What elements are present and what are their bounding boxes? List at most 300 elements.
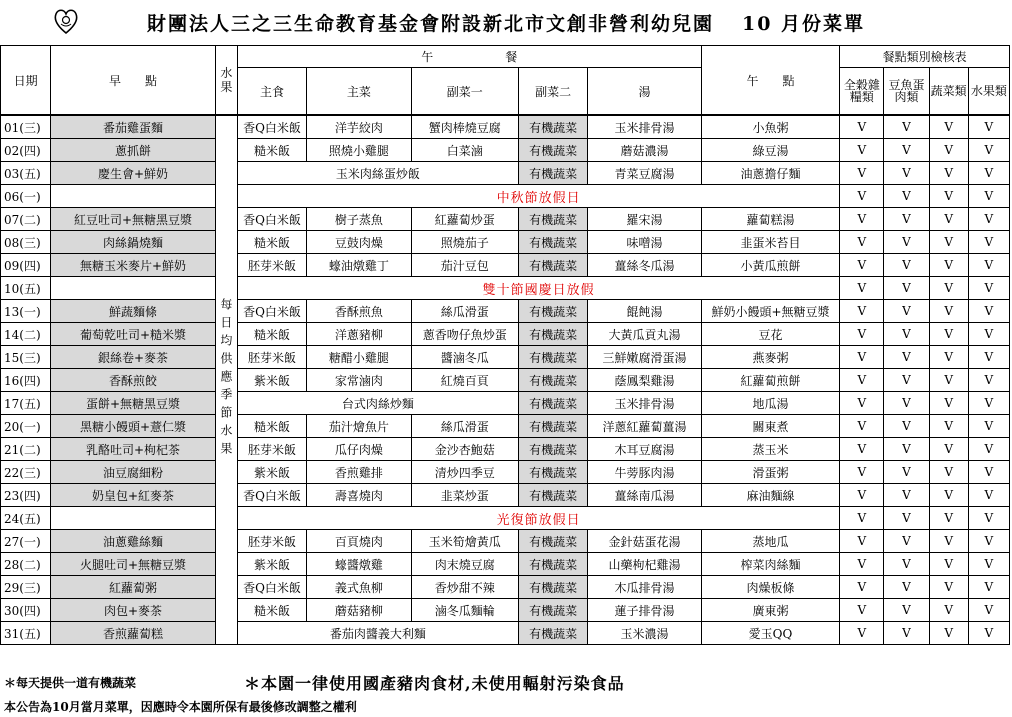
row-date: 13(一)	[1, 300, 51, 323]
row-soup: 薑絲南瓜湯	[588, 484, 702, 507]
header-breakfast: 早 點	[51, 46, 216, 116]
check-protein: V	[884, 323, 929, 346]
row-snack: 韭蛋米苔目	[701, 231, 840, 254]
check-protein: V	[884, 530, 929, 553]
row-side2: 有機蔬菜	[518, 576, 587, 599]
header-soup: 湯	[588, 68, 702, 116]
row-snack: 關東煮	[701, 415, 840, 438]
check-veg: V	[929, 576, 968, 599]
row-breakfast: 油豆腐細粉	[51, 461, 216, 484]
table-row	[1, 139, 1010, 162]
table-row	[1, 507, 1010, 530]
check-fruit: V	[968, 300, 1009, 323]
row-date: 31(五)	[1, 622, 51, 645]
check-grain: V	[840, 599, 884, 622]
row-soup: 木瓜排骨湯	[588, 576, 702, 599]
check-grain: V	[840, 300, 884, 323]
row-date: 20(一)	[1, 415, 51, 438]
row-soup: 玉米濃湯	[588, 622, 702, 645]
check-fruit: V	[968, 599, 1009, 622]
table-row	[1, 277, 1010, 300]
row-main: 糖醋小雞腿	[307, 346, 411, 369]
row-staple: 香Q白米飯	[237, 208, 306, 231]
row-soup: 餛飩湯	[588, 300, 702, 323]
row-breakfast: 紅蘿蔔粥	[51, 576, 216, 599]
check-protein: V	[884, 622, 929, 645]
row-main: 義式魚柳	[307, 576, 411, 599]
holiday-label: 中秋節放假日	[237, 185, 839, 208]
check-protein: V	[884, 254, 929, 277]
row-snack: 蒸玉米	[701, 438, 840, 461]
row-main: 蘑菇豬柳	[307, 599, 411, 622]
row-soup: 玉米排骨湯	[588, 392, 702, 415]
check-grain: V	[840, 553, 884, 576]
check-fruit: V	[968, 346, 1009, 369]
table-row	[1, 346, 1010, 369]
row-date: 28(二)	[1, 553, 51, 576]
check-fruit: V	[968, 254, 1009, 277]
row-side1: 照燒茄子	[411, 231, 518, 254]
row-snack: 肉燥板條	[701, 576, 840, 599]
row-main: 蠔油燉雞丁	[307, 254, 411, 277]
check-fruit: V	[968, 507, 1009, 530]
row-snack: 燕麥粥	[701, 346, 840, 369]
table-row	[1, 530, 1010, 553]
row-main: 壽喜燒肉	[307, 484, 411, 507]
row-staple: 胚芽米飯	[237, 530, 306, 553]
row-soup: 三鮮嫩腐滑蛋湯	[588, 346, 702, 369]
row-side1: 韭菜炒蛋	[411, 484, 518, 507]
table-row	[1, 115, 1010, 139]
row-date: 07(二)	[1, 208, 51, 231]
row-merged-meal: 玉米肉絲蛋炒飯	[237, 162, 518, 185]
row-side1: 絲瓜滑蛋	[411, 300, 518, 323]
row-date: 30(四)	[1, 599, 51, 622]
row-main: 家常滷肉	[307, 369, 411, 392]
row-snack: 油蔥擔仔麵	[701, 162, 840, 185]
row-side2: 有機蔬菜	[518, 300, 587, 323]
footer-notes	[0, 670, 1012, 694]
check-protein: V	[884, 599, 929, 622]
heart-logo-icon	[52, 6, 80, 36]
check-protein: V	[884, 277, 929, 300]
row-staple: 香Q白米飯	[237, 300, 306, 323]
check-fruit: V	[968, 576, 1009, 599]
row-staple: 紫米飯	[237, 369, 306, 392]
row-staple: 糙米飯	[237, 139, 306, 162]
check-grain: V	[840, 323, 884, 346]
check-protein: V	[884, 392, 929, 415]
menu-body	[1, 115, 1010, 645]
row-side2: 有機蔬菜	[518, 254, 587, 277]
check-fruit: V	[968, 530, 1009, 553]
page-title	[147, 9, 865, 36]
header-lunch: 午 餐	[237, 46, 701, 68]
header-snack: 午 點	[701, 46, 840, 116]
row-date: 06(一)	[1, 185, 51, 208]
check-grain: V	[840, 438, 884, 461]
row-main: 蠔醬燉雞	[307, 553, 411, 576]
row-breakfast	[51, 185, 216, 208]
row-date: 08(三)	[1, 231, 51, 254]
row-side2: 有機蔬菜	[518, 392, 587, 415]
row-side1: 香炒甜不辣	[411, 576, 518, 599]
row-side2: 有機蔬菜	[518, 461, 587, 484]
holiday-label: 光復節放假日	[237, 507, 839, 530]
header-side1: 副菜一	[411, 68, 518, 116]
row-breakfast: 肉包+麥茶	[51, 599, 216, 622]
header-date: 日期	[1, 46, 51, 116]
check-veg: V	[929, 530, 968, 553]
row-date: 09(四)	[1, 254, 51, 277]
row-soup: 木耳豆腐湯	[588, 438, 702, 461]
row-side1: 玉米筍燴黃瓜	[411, 530, 518, 553]
check-grain: V	[840, 115, 884, 139]
check-fruit: V	[968, 231, 1009, 254]
row-side1: 蔥香吻仔魚炒蛋	[411, 323, 518, 346]
row-breakfast	[51, 277, 216, 300]
row-breakfast: 蔥抓餅	[51, 139, 216, 162]
check-veg: V	[929, 231, 968, 254]
check-veg: V	[929, 346, 968, 369]
check-veg: V	[929, 599, 968, 622]
check-veg: V	[929, 300, 968, 323]
row-side2: 有機蔬菜	[518, 530, 587, 553]
row-snack: 豆花	[701, 323, 840, 346]
row-staple: 糙米飯	[237, 599, 306, 622]
row-main: 瓜仔肉燥	[307, 438, 411, 461]
row-soup: 味噌湯	[588, 231, 702, 254]
row-side1: 滷冬瓜麵輪	[411, 599, 518, 622]
check-fruit: V	[968, 277, 1009, 300]
row-date: 29(三)	[1, 576, 51, 599]
check-protein: V	[884, 300, 929, 323]
check-veg: V	[929, 115, 968, 139]
check-veg: V	[929, 484, 968, 507]
header-check-protein: 豆魚蛋肉類	[884, 68, 929, 116]
check-fruit: V	[968, 115, 1009, 139]
row-side2: 有機蔬菜	[518, 231, 587, 254]
check-fruit: V	[968, 323, 1009, 346]
check-veg: V	[929, 461, 968, 484]
row-snack: 綠豆湯	[701, 139, 840, 162]
check-grain: V	[840, 530, 884, 553]
row-date: 03(五)	[1, 162, 51, 185]
row-date: 15(三)	[1, 346, 51, 369]
check-grain: V	[840, 254, 884, 277]
row-staple: 胚芽米飯	[237, 346, 306, 369]
header-side2: 副菜二	[518, 68, 587, 116]
row-breakfast: 銀絲卷+麥茶	[51, 346, 216, 369]
table-row	[1, 415, 1010, 438]
check-grain: V	[840, 415, 884, 438]
row-side2: 有機蔬菜	[518, 553, 587, 576]
header-check: 餐點類別檢核表	[840, 46, 1010, 68]
row-soup: 洋蔥紅蘿蔔薑湯	[588, 415, 702, 438]
check-grain: V	[840, 162, 884, 185]
check-fruit: V	[968, 369, 1009, 392]
row-side1: 清炒四季豆	[411, 461, 518, 484]
row-soup: 玉米排骨湯	[588, 115, 702, 139]
check-fruit: V	[968, 392, 1009, 415]
row-main: 香酥煎魚	[307, 300, 411, 323]
check-fruit: V	[968, 415, 1009, 438]
check-fruit: V	[968, 484, 1009, 507]
header-fruit: 水果	[215, 46, 237, 116]
row-snack: 滑蛋粥	[701, 461, 840, 484]
row-side2: 有機蔬菜	[518, 162, 587, 185]
row-main: 照燒小雞腿	[307, 139, 411, 162]
check-grain: V	[840, 484, 884, 507]
row-side2: 有機蔬菜	[518, 139, 587, 162]
row-date: 21(二)	[1, 438, 51, 461]
check-protein: V	[884, 438, 929, 461]
check-veg: V	[929, 139, 968, 162]
row-merged-meal: 番茄肉醬義大利麵	[237, 622, 518, 645]
row-snack: 地瓜湯	[701, 392, 840, 415]
row-side2: 有機蔬菜	[518, 115, 587, 139]
pork-note: ＊本園一律使用國產豬肉食材,未使用輻射污染食品	[244, 674, 625, 693]
check-veg: V	[929, 622, 968, 645]
check-veg: V	[929, 323, 968, 346]
check-veg: V	[929, 415, 968, 438]
check-grain: V	[840, 392, 884, 415]
menu-table	[0, 45, 1010, 645]
row-soup: 青菜豆腐湯	[588, 162, 702, 185]
row-side2: 有機蔬菜	[518, 484, 587, 507]
row-snack: 廣東粥	[701, 599, 840, 622]
row-soup: 大黃瓜貢丸湯	[588, 323, 702, 346]
row-date: 22(三)	[1, 461, 51, 484]
check-grain: V	[840, 185, 884, 208]
check-fruit: V	[968, 162, 1009, 185]
row-soup: 蓮子排骨湯	[588, 599, 702, 622]
row-snack: 麻油麵線	[701, 484, 840, 507]
organic-note: ＊每天提供一道有機蔬菜	[4, 676, 137, 690]
row-staple: 糙米飯	[237, 231, 306, 254]
check-protein: V	[884, 231, 929, 254]
check-grain: V	[840, 277, 884, 300]
row-staple: 香Q白米飯	[237, 576, 306, 599]
row-breakfast: 紅豆吐司+無糖黑豆漿	[51, 208, 216, 231]
row-main: 樹子蒸魚	[307, 208, 411, 231]
row-date: 16(四)	[1, 369, 51, 392]
row-side1: 絲瓜滑蛋	[411, 415, 518, 438]
check-protein: V	[884, 162, 929, 185]
check-fruit: V	[968, 139, 1009, 162]
row-side1: 金沙杏鮑菇	[411, 438, 518, 461]
row-soup: 羅宋湯	[588, 208, 702, 231]
check-grain: V	[840, 622, 884, 645]
check-fruit: V	[968, 208, 1009, 231]
check-grain: V	[840, 139, 884, 162]
table-row	[1, 323, 1010, 346]
table-row	[1, 576, 1010, 599]
row-side2: 有機蔬菜	[518, 622, 587, 645]
row-side2: 有機蔬菜	[518, 369, 587, 392]
row-staple: 紫米飯	[237, 553, 306, 576]
row-breakfast: 黑糖小饅頭+薏仁漿	[51, 415, 216, 438]
fruit-note-text: 每日均供應季節水果	[218, 297, 233, 460]
row-breakfast: 香酥煎餃	[51, 369, 216, 392]
row-date: 27(一)	[1, 530, 51, 553]
row-date: 02(四)	[1, 139, 51, 162]
row-breakfast: 奶皇包+紅麥茶	[51, 484, 216, 507]
check-fruit: V	[968, 461, 1009, 484]
check-veg: V	[929, 277, 968, 300]
row-snack: 蘿蔔糕湯	[701, 208, 840, 231]
row-breakfast: 肉絲鍋燒麵	[51, 231, 216, 254]
row-staple: 胚芽米飯	[237, 438, 306, 461]
row-date: 24(五)	[1, 507, 51, 530]
check-veg: V	[929, 185, 968, 208]
check-veg: V	[929, 553, 968, 576]
row-staple: 香Q白米飯	[237, 484, 306, 507]
header-check-fruit: 水果類	[968, 68, 1009, 116]
check-protein: V	[884, 346, 929, 369]
row-soup: 蔭鳳梨雞湯	[588, 369, 702, 392]
row-snack: 鮮奶小饅頭+無糖豆漿	[701, 300, 840, 323]
title-bar	[0, 0, 1012, 45]
check-veg: V	[929, 507, 968, 530]
row-snack: 蒸地瓜	[701, 530, 840, 553]
row-main: 洋蔥豬柳	[307, 323, 411, 346]
table-row	[1, 254, 1010, 277]
row-merged-meal: 台式肉絲炒麵	[237, 392, 518, 415]
row-date: 17(五)	[1, 392, 51, 415]
row-staple: 紫米飯	[237, 461, 306, 484]
check-protein: V	[884, 553, 929, 576]
check-grain: V	[840, 576, 884, 599]
row-breakfast: 無糖玉米麥片+鮮奶	[51, 254, 216, 277]
check-grain: V	[840, 346, 884, 369]
row-main: 香煎雞排	[307, 461, 411, 484]
row-breakfast: 蛋餅+無糖黑豆漿	[51, 392, 216, 415]
row-side2: 有機蔬菜	[518, 415, 587, 438]
check-fruit: V	[968, 553, 1009, 576]
row-side1: 紅蘿蔔炒蛋	[411, 208, 518, 231]
check-protein: V	[884, 484, 929, 507]
disclaimer: 本公告為10月當月菜單，因應時令本園所保有最後修改調整之權利	[4, 700, 357, 714]
check-veg: V	[929, 369, 968, 392]
check-protein: V	[884, 369, 929, 392]
check-grain: V	[840, 369, 884, 392]
row-date: 01(三)	[1, 115, 51, 139]
holiday-label: 雙十節國慶日放假	[237, 277, 839, 300]
check-veg: V	[929, 438, 968, 461]
check-fruit: V	[968, 622, 1009, 645]
table-row	[1, 622, 1010, 645]
row-date: 23(四)	[1, 484, 51, 507]
row-side1: 紅燒百頁	[411, 369, 518, 392]
row-side1: 蟹肉棒燒豆腐	[411, 115, 518, 139]
table-row	[1, 162, 1010, 185]
header-main: 主菜	[307, 68, 411, 116]
table-row	[1, 599, 1010, 622]
row-breakfast: 火腿吐司+無糖豆漿	[51, 553, 216, 576]
check-veg: V	[929, 392, 968, 415]
row-soup: 薑絲冬瓜湯	[588, 254, 702, 277]
row-main: 茄汁燴魚片	[307, 415, 411, 438]
check-protein: V	[884, 507, 929, 530]
table-row	[1, 553, 1010, 576]
row-side2: 有機蔬菜	[518, 323, 587, 346]
row-breakfast: 香煎蘿蔔糕	[51, 622, 216, 645]
row-staple: 糙米飯	[237, 323, 306, 346]
check-protein: V	[884, 576, 929, 599]
check-fruit: V	[968, 438, 1009, 461]
row-snack: 小魚粥	[701, 115, 840, 139]
check-protein: V	[884, 208, 929, 231]
row-staple: 香Q白米飯	[237, 115, 306, 139]
school-name: 財團法人三之三生命教育基金會附設新北市文創非營利幼兒園	[146, 13, 714, 35]
check-protein: V	[884, 115, 929, 139]
row-breakfast: 油蔥雞絲麵	[51, 530, 216, 553]
table-row	[1, 461, 1010, 484]
row-staple: 胚芽米飯	[237, 254, 306, 277]
row-soup: 山藥枸杞雞湯	[588, 553, 702, 576]
row-soup: 金針菇蛋花湯	[588, 530, 702, 553]
row-breakfast: 葡萄乾吐司+糙米漿	[51, 323, 216, 346]
row-staple: 糙米飯	[237, 415, 306, 438]
table-row	[1, 369, 1010, 392]
check-grain: V	[840, 507, 884, 530]
row-main: 洋芋絞肉	[307, 115, 411, 139]
check-protein: V	[884, 461, 929, 484]
header-check-grain: 全穀雜糧類	[840, 68, 884, 116]
row-date: 14(二)	[1, 323, 51, 346]
row-breakfast: 乳酪吐司+枸杞茶	[51, 438, 216, 461]
check-fruit: V	[968, 185, 1009, 208]
row-side2: 有機蔬菜	[518, 599, 587, 622]
check-grain: V	[840, 208, 884, 231]
row-side1: 肉末燒豆腐	[411, 553, 518, 576]
check-veg: V	[929, 254, 968, 277]
row-side1: 白菜滷	[411, 139, 518, 162]
row-breakfast: 番茄雞蛋麵	[51, 115, 216, 139]
row-breakfast	[51, 507, 216, 530]
table-row	[1, 300, 1010, 323]
header-check-veg: 蔬菜類	[929, 68, 968, 116]
row-side2: 有機蔬菜	[518, 208, 587, 231]
month-label: 10 月份菜單	[741, 13, 866, 35]
table-row	[1, 231, 1010, 254]
row-breakfast: 鮮蔬麵條	[51, 300, 216, 323]
check-veg: V	[929, 162, 968, 185]
row-side1: 茄汁豆包	[411, 254, 518, 277]
row-soup: 牛蒡豚肉湯	[588, 461, 702, 484]
table-row	[1, 185, 1010, 208]
table-row	[1, 392, 1010, 415]
check-grain: V	[840, 461, 884, 484]
row-breakfast: 慶生會+鮮奶	[51, 162, 216, 185]
row-soup: 蘑菇濃湯	[588, 139, 702, 162]
row-side2: 有機蔬菜	[518, 438, 587, 461]
row-side2: 有機蔬菜	[518, 346, 587, 369]
row-snack: 榨菜肉絲麵	[701, 553, 840, 576]
row-date: 10(五)	[1, 277, 51, 300]
row-main: 百頁燒肉	[307, 530, 411, 553]
check-protein: V	[884, 139, 929, 162]
row-snack: 紅蘿蔔煎餅	[701, 369, 840, 392]
check-protein: V	[884, 415, 929, 438]
check-grain: V	[840, 231, 884, 254]
row-main: 豆鼓肉燥	[307, 231, 411, 254]
header-staple: 主食	[237, 68, 306, 116]
row-side1: 醬滷冬瓜	[411, 346, 518, 369]
table-row	[1, 484, 1010, 507]
check-protein: V	[884, 185, 929, 208]
